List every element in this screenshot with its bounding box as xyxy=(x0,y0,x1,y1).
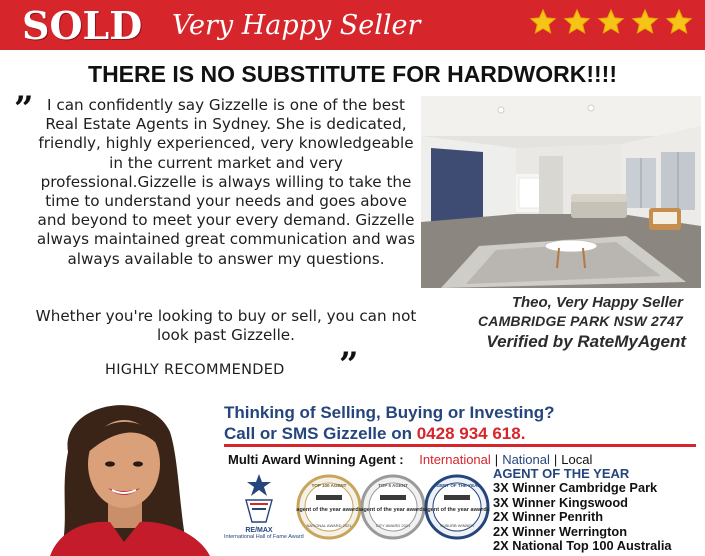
award-item: 2X Winner Penrith xyxy=(493,509,604,525)
separator: | xyxy=(494,452,499,467)
award-line xyxy=(228,452,592,467)
agent-of-year-title: AGENT OF THE YEAR xyxy=(493,466,630,481)
city-award-badge xyxy=(360,474,426,540)
badge-bottom: CITY AWARD 2021 xyxy=(375,523,411,528)
headline: THERE IS NO SUBSTITUTE FOR HARDWORK!!!! xyxy=(88,61,617,87)
cta-call-prefix: Call or SMS Gizzelle on xyxy=(224,424,417,443)
award-scope-local: Local xyxy=(561,452,593,467)
national-award-badge xyxy=(296,474,362,540)
cta-question: Thinking of Selling, Buying or Investing? xyxy=(224,403,555,422)
star-icon xyxy=(631,8,659,36)
suburb-winner-badge xyxy=(424,474,490,540)
award-scope-international: International xyxy=(419,452,491,467)
badge-top: TOP 5 AGENT xyxy=(378,483,408,488)
testimonial-closing: Whether you're looking to buy or sell, you can not look past Gizzelle. xyxy=(35,307,417,345)
reviewer-name: Theo, Very Happy Seller xyxy=(511,294,683,311)
badge-bottom: SUBURB WINNER xyxy=(439,523,475,528)
verified-label: Verified by RateMyAgent xyxy=(486,332,686,351)
award-scope-national: National xyxy=(502,452,550,467)
sold-label: SOLD xyxy=(22,3,143,48)
divider-rule xyxy=(224,444,696,447)
star-icon xyxy=(529,8,557,36)
phone-number[interactable]: 0428 934 618. xyxy=(416,424,526,443)
testimonial-body: I can confidently say Gizzelle is one of the best Real Estate Agents in Sydney. She is dedicated, friendly, highly experienced, very knowledgeable in the current market and very professional.Gizzelle is always willing to take the time to understand your needs and goes above and beyond to meet your every demand. Gizzelle always maintained great communication and was always available to answer my questions. xyxy=(36,96,416,268)
remax-hall-of-fame-logo xyxy=(226,472,292,542)
reviewer-location: CAMBRIDGE PARK NSW 2747 xyxy=(477,313,683,329)
award-item: 2X Winner Werrington xyxy=(493,523,628,539)
star-icon xyxy=(665,8,693,36)
close-quote-icon: ” xyxy=(339,345,359,385)
badge-bottom: NATIONAL AWARD 2021 xyxy=(306,523,352,528)
star-icon xyxy=(597,8,625,36)
badge-top: TOP 100 AGENT xyxy=(311,483,347,488)
remax-caption: International Hall of Fame Award xyxy=(224,534,304,540)
header-banner xyxy=(0,0,705,50)
badge-main: agent of the year awards xyxy=(296,507,362,513)
star-icon xyxy=(563,8,591,36)
award-item: 3X Winner Kingswood xyxy=(493,494,628,510)
award-label: Multi Award Winning Agent : xyxy=(228,452,404,467)
badge-main: agent of the year awards xyxy=(424,507,490,513)
badge-main: agent of the year awards xyxy=(360,507,426,513)
award-item: 3X Winner Cambridge Park xyxy=(493,480,658,495)
agent-of-year-list xyxy=(493,481,672,554)
remax-brand: RE/MAX xyxy=(245,527,273,534)
tagline: Very Happy Seller xyxy=(172,10,421,41)
badge-top: AGENT OF THE YEAR xyxy=(433,483,481,488)
agent-portrait xyxy=(30,392,230,556)
separator: | xyxy=(553,452,558,467)
recommendation: HIGHLY RECOMMENDED xyxy=(105,362,285,378)
property-photo xyxy=(421,96,701,288)
rating-stars xyxy=(529,8,693,36)
cta-call xyxy=(224,424,525,444)
open-quote-icon: ” xyxy=(14,89,34,129)
award-item: 2X National Top 100 Australia xyxy=(493,538,672,554)
